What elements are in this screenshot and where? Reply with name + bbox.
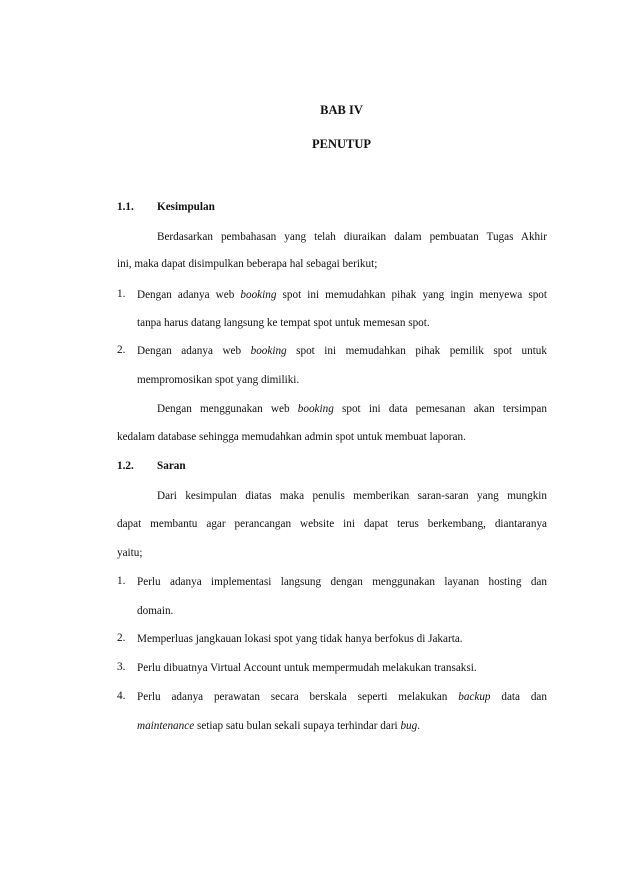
list-item-line: Perlu adanya perawatan secara berskala seperti melakukan backup data dan [137,691,547,703]
paragraph-line: Berdasarkan pembahasan yang telah diuraikan dalam pembuatan Tugas Akhir [157,231,547,243]
chapter-title: PENUTUP [311,137,372,151]
list-number: 2. [117,344,126,356]
paragraph-line: kedalam database sehingga memudahkan admin spot untuk membuat laporan. [117,431,466,443]
list-number: 1. [117,288,126,300]
paragraph-line: Dari kesimpulan diatas maka penulis memberikan saran-saran yang mungkin [157,490,547,502]
section-number: 1.2. [117,460,134,472]
list-item-line: mempromosikan spot yang dimiliki. [137,374,300,386]
list-item-line: Memperluas jangkauan lokasi spot yang tidak hanya berfokus di Jakarta. [137,633,463,645]
paragraph-line: Dengan menggunakan web booking spot ini data pemesanan akan tersimpan [157,403,547,415]
list-item-line: Perlu adanya implementasi langsung dengan menggunakan layanan hosting dan [137,576,547,588]
chapter-label: BAB IV [320,103,363,117]
list-number: 1. [117,575,126,587]
list-number: 3. [117,661,126,673]
list-number: 4. [117,690,126,702]
paragraph-line: ini, maka dapat disimpulkan beberapa hal sebagai berikut; [117,258,378,270]
paragraph-line: dapat membantu agar perancangan website ini dapat terus berkembang, diantaranya [117,518,547,530]
list-item-line: Perlu dibuatnya Virtual Account untuk mempermudah melakukan transaksi. [137,662,477,674]
list-item-line: Dengan adanya web booking spot ini memudahkan pihak pemilik spot untuk [137,345,547,357]
list-item-line: Dengan adanya web booking spot ini memudahkan pihak yang ingin menyewa spot [137,289,548,301]
list-item-line: tanpa harus datang langsung ke tempat spot untuk memesan spot. [137,317,430,329]
list-number: 2. [117,632,126,644]
paragraph-line: yaitu; [117,547,143,559]
section-title: Saran [157,460,186,472]
list-item-line: domain. [137,605,174,617]
list-item-line: maintenance setiap satu bulan sekali supaya terhindar dari bug. [137,720,421,732]
section-title: Kesimpulan [157,201,215,213]
section-number: 1.1. [117,201,134,213]
